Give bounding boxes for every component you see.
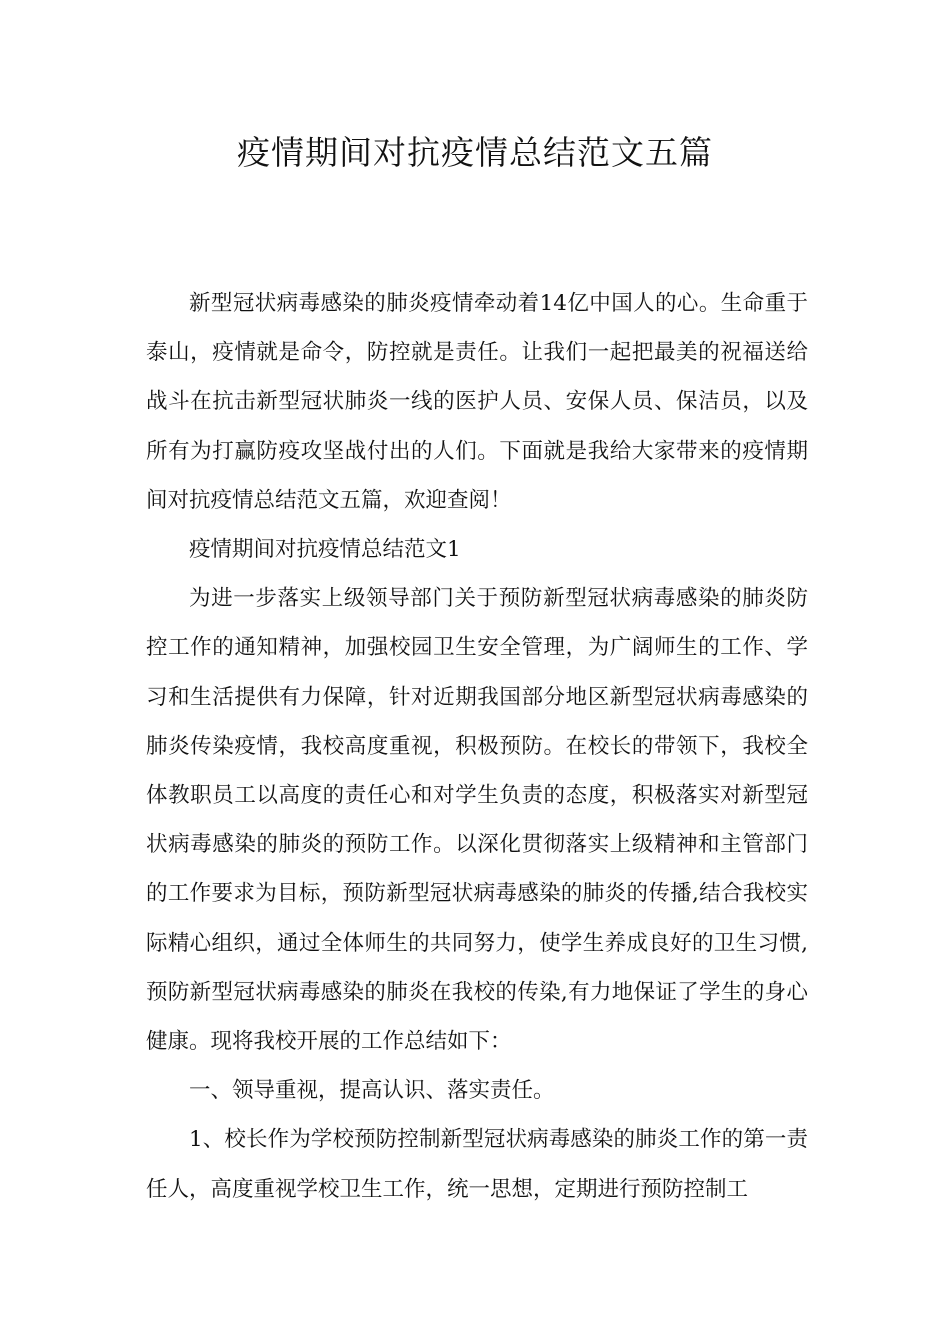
document-title: 疫情期间对抗疫情总结范文五篇: [237, 133, 713, 172]
intro-paragraph: 新型冠状病毒感染的肺炎疫情牵动着14亿中国人的心。生命重于泰山，疫情就是命令，防控就是责任。让我们一起把最美的祝福送给战斗在抗击新型冠状肺炎一线的医护人员、安保人员、保洁员，以及所有为打赢防疫攻坚战付出的人们。下面就是我给大家带来的疫情期间对抗疫情总结范文五篇，欢迎查阅！: [146, 291, 808, 513]
document-body: [146, 279, 808, 1214]
subsection-heading-1: 一、领导重视，提高认识、落实责任。: [189, 1078, 555, 1104]
section-heading-1: 疫情期间对抗疫情总结范文1: [189, 537, 461, 563]
body-paragraph-1: 为进一步落实上级领导部门关于预防新型冠状病毒感染的肺炎防控工作的通知精神，加强校园卫生安全管理，为广阔师生的工作、学习和生活提供有力保障，针对近期我国部分地区新型冠状病毒感染的肺炎传染疫情，我校高度重视，积极预防。在校长的带领下，我校全体教职员工以高度的责任心和对学生负责的态度，积极落实对新型冠状病毒感染的肺炎的预防工作。以深化贯彻落实上级精神和主管部门的工作要求为目标，预防新型冠状病毒感染的肺炎的传播,结合我校实际精心组织，通过全体师生的共同努力，使学生养成良好的卫生习惯,预防新型冠状病毒感染的肺炎在我校的传染,有力地保证了学生的身心健康。现将我校开展的工作总结如下：: [146, 586, 808, 1055]
body-paragraph-2: 1、校长作为学校预防控制新型冠状病毒感染的肺炎工作的第一责任人，高度重视学校卫生工作，统一思想，定期进行预防控制工: [146, 1127, 808, 1202]
